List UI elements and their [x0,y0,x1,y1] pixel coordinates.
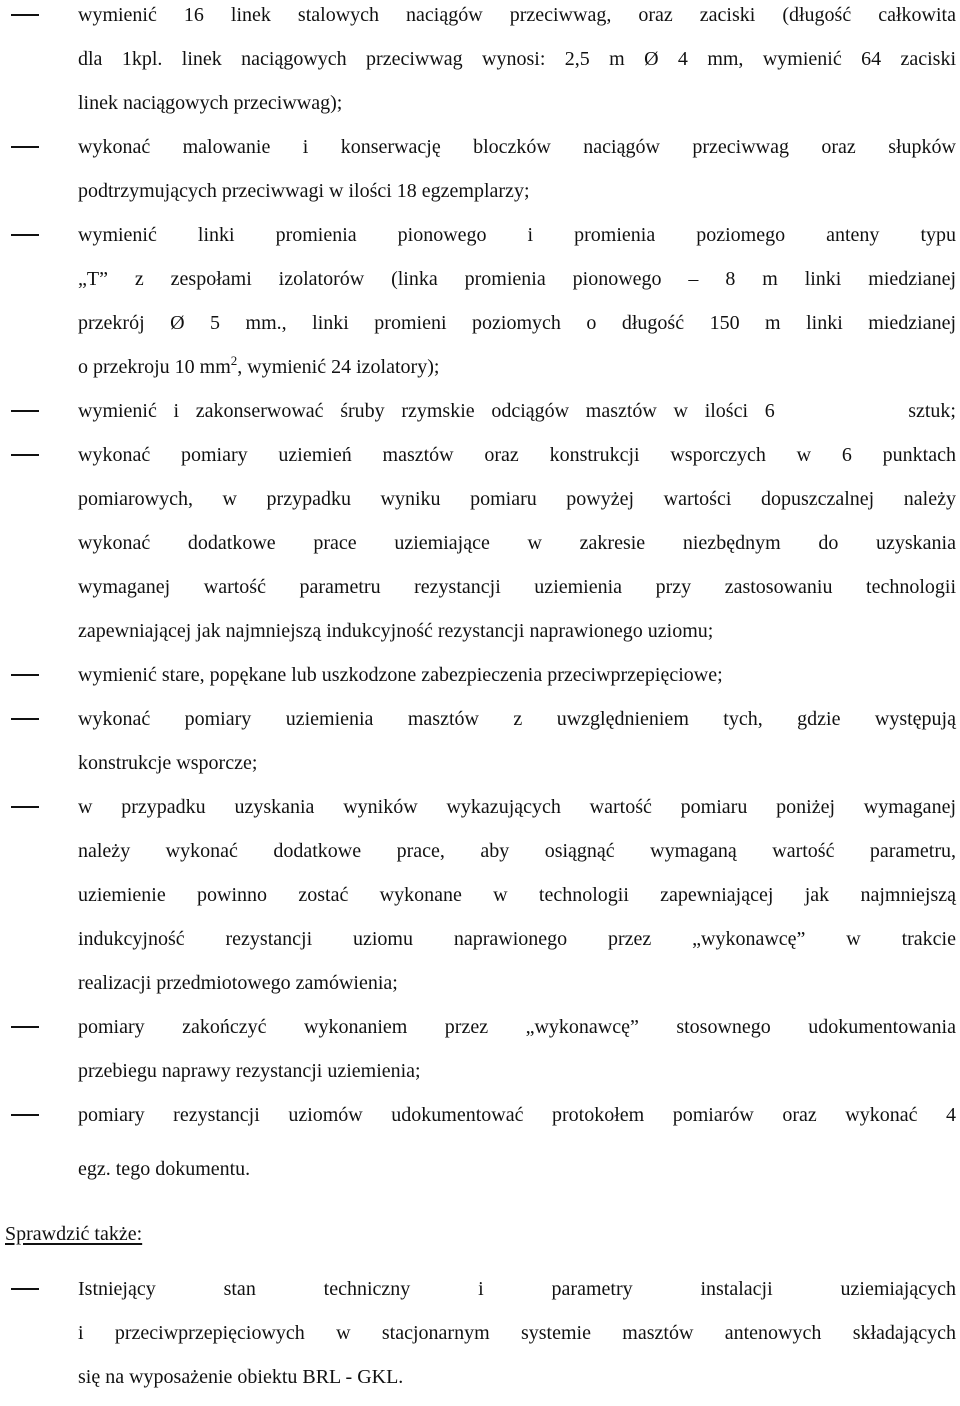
list-item [78,704,956,792]
text-line: egz. tego dokumentu. [78,1158,251,1180]
text-line: podtrzymujących przeciwwagi w ilości 18 egzemplarzy; [78,180,530,202]
list-item [78,440,956,660]
text-line: przekrój Ø 5 mm., linki promieni poziomych o długość 150 m linki miedzianej [78,312,956,334]
text-line: w przypadku uzyskania wyników wykazujących wartość pomiaru poniżej wymaganej [78,796,956,818]
text-line [78,352,956,396]
text-fragment: o przekroju 10 mm [78,356,231,378]
text-line: wymienić i zakonserwować śruby rzymskie odciągów masztów w ilości 6 sztuk; [78,400,956,422]
text-line: wymienić 16 linek stalowych naciągów przeciwwag, oraz zaciski (długość całkowita [78,4,956,26]
text-fragment: , wymienić 24 izolatory); [237,356,440,378]
text-line: należy wykonać dodatkowe prace, aby osiągnąć wymaganą wartość parametru, [78,840,956,862]
text-line: „T” z zespołami izolatorów (linka promienia pionowego – 8 m linki miedzianej [78,268,956,290]
list-item [78,1274,956,1406]
text-line: linek naciągowych przeciwwag); [78,92,343,114]
list-item [78,1012,956,1100]
text-line: przebiegu naprawy rezystancji uziemienia; [78,1060,421,1082]
text-line: pomiarowych, w przypadku wyniku pomiaru powyżej wartości dopuszczalnej należy [78,488,956,510]
text-line: Istniejący stan techniczny i parametry instalacji uziemiających [78,1278,956,1300]
text-line: wykonać dodatkowe prace uziemiające w zakresie niezbędnym do uzyskania [78,532,956,554]
text-line: wymaganej wartość parametru rezystancji uziemienia przy zastosowaniu technologii [78,576,956,598]
superscript: 2 [230,353,238,368]
list-item [78,1100,956,1198]
list-item [78,0,956,132]
text-line: zapewniającej jak najmniejszą indukcyjność rezystancji naprawionego uziomu; [78,620,714,642]
list-item [78,396,956,440]
text-line: wykonać pomiary uziemień masztów oraz konstrukcji wsporczych w 6 punktach [78,444,956,466]
text-line: konstrukcje wsporcze; [78,752,258,774]
text-line: uziemienie powinno zostać wykonane w technologii zapewniającej jak najmniejszą [78,884,956,906]
text-line: wymienić linki promienia pionowego i promienia poziomego anteny typu [78,224,956,246]
text-line: realizacji przedmiotowego zamówienia; [78,972,398,994]
text-line: wykonać pomiary uziemienia masztów z uwzględnieniem tych, gdzie występują [78,708,956,730]
text-line: się na wyposażenie obiektu BRL - GKL. [78,1366,404,1388]
list-item [78,660,956,704]
list-item [78,220,956,396]
list-item [78,792,956,1012]
text-line: wymienić stare, popękane lub uszkodzone zabezpieczenia przeciwprzepięciowe; [78,664,723,686]
text-line: indukcyjność rezystancji uziomu naprawionego przez „wykonawcę” w trakcie [78,928,956,950]
text-line: pomiary zakończyć wykonaniem przez „wykonawcę” stosownego udokumentowania [78,1016,956,1038]
list-item [78,132,956,220]
text-line: pomiary rezystancji uziomów udokumentować protokołem pomiarów oraz wykonać 4 [78,1104,956,1126]
text-line: wykonać malowanie i konserwację bloczków naciągów przeciwwag oraz słupków [78,136,956,158]
text-line: i przeciwprzepięciowych w stacjonarnym systemie masztów antenowych składających [78,1322,956,1344]
text-line: dla 1kpl. linek naciągowych przeciwwag wynosi: 2,5 m Ø 4 mm, wymienić 64 zaciski [78,48,956,70]
section-heading: Sprawdzić także: [5,1223,143,1245]
